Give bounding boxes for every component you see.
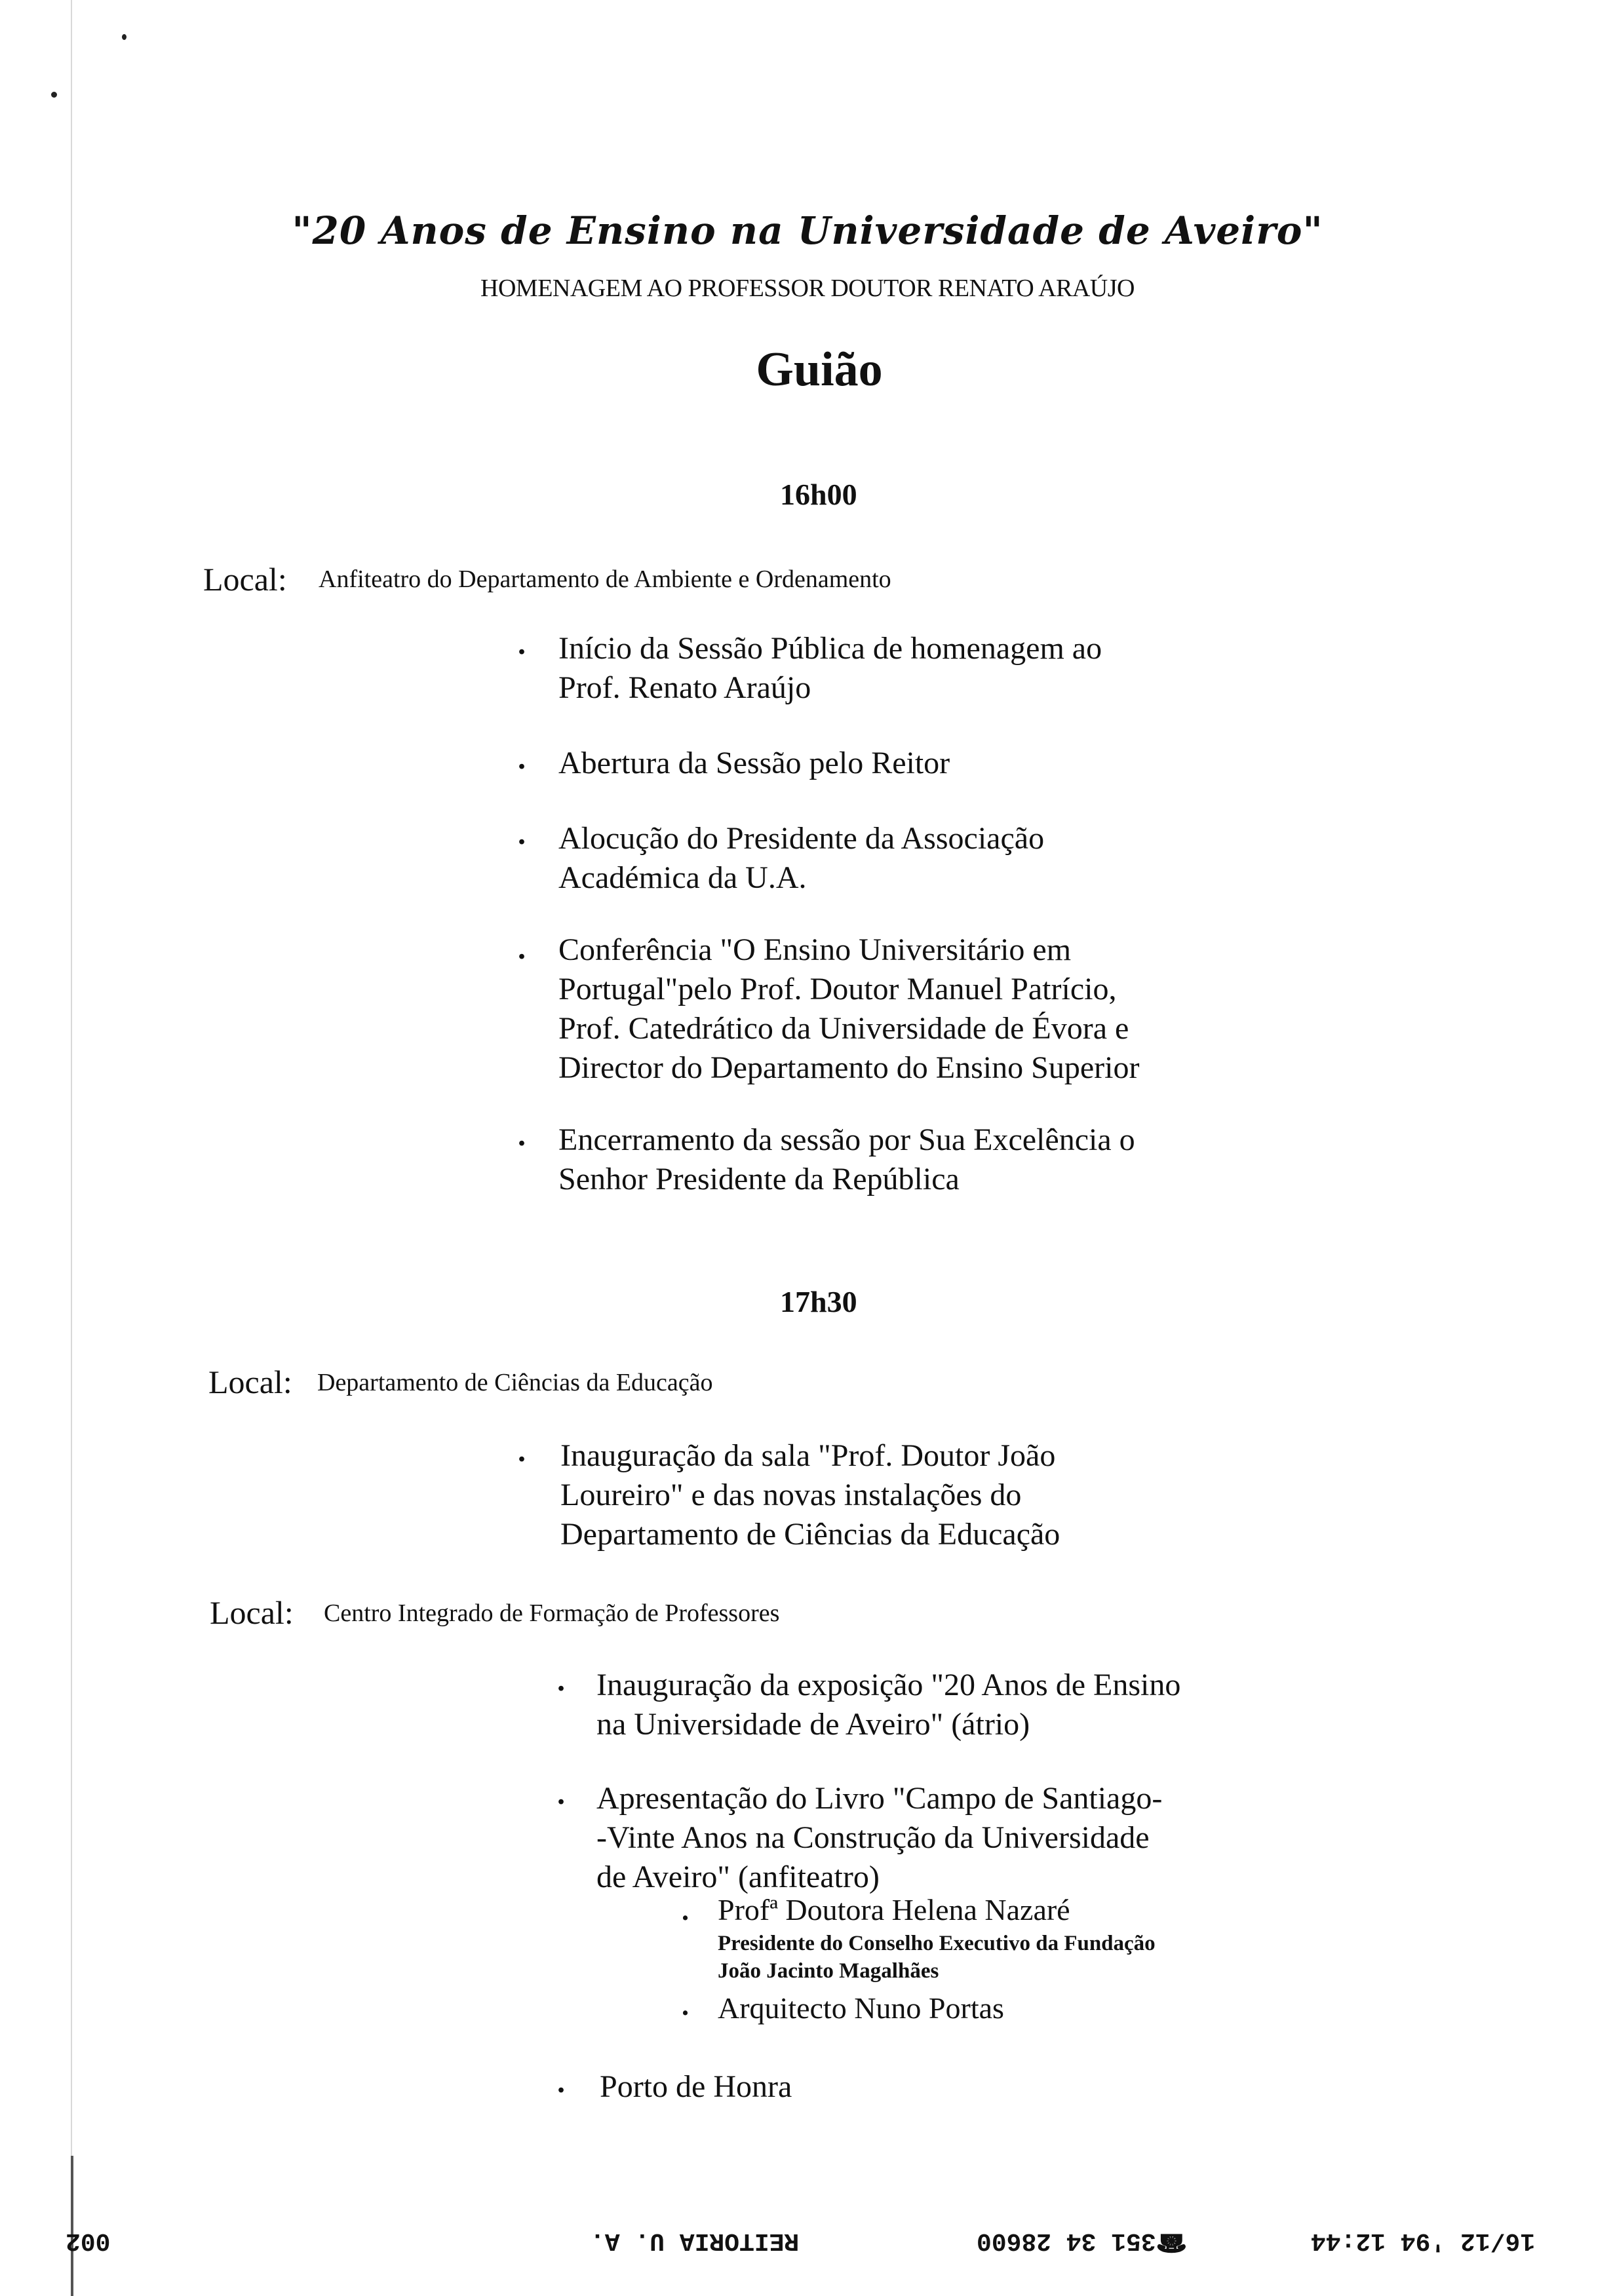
agenda-item: Início da Sessão Pública de homenagem ao Prof. Renato Araújo	[558, 631, 1102, 705]
bullet: .	[682, 1989, 689, 2021]
agenda-item: Inauguração da exposição "20 Anos de Ensino na Universidade de Aveiro" (átrio)	[596, 1668, 1181, 1742]
scan-speck	[122, 34, 126, 40]
session-time: 16h00	[780, 478, 857, 511]
bullet: .	[518, 816, 526, 851]
agenda-item: Conferência "O Ensino Universitário em Portugal"pelo Prof. Doutor Manuel Patrício, Prof. Catedrático da Universidade de Évora e Director do Departamento do Ensino Superior	[558, 932, 1140, 1085]
document-title: "20 Anos de Ensino na Universidade de Aveiro"	[292, 208, 1323, 253]
bullet: .	[518, 1434, 526, 1468]
speaker-note: Presidente do Conselho Executivo da Fundação João Jacinto Magalhães	[718, 1932, 1156, 1983]
document-heading: Guião	[756, 343, 883, 396]
agenda-item: Porto de Honra	[600, 2069, 792, 2104]
local-label: Local:	[203, 561, 287, 598]
local-value: Centro Integrado de Formação de Professores	[324, 1599, 780, 1627]
session-time: 17h30	[780, 1285, 857, 1318]
bullet: .	[518, 931, 526, 966]
scan-speck	[51, 92, 57, 98]
bullet: .	[557, 2065, 565, 2099]
agenda-item: Apresentação do Livro "Campo de Santiago- -Vinte Anos na Construção da Universidade de Aveiro" (anfiteatro)	[596, 1781, 1163, 1894]
document-subtitle: HOMENAGEM AO PROFESSOR DOUTOR RENATO ARAÚJO	[480, 275, 1135, 302]
speaker-name: Arquitecto Nuno Portas	[718, 1991, 1004, 2025]
local-value: Anfiteatro do Departamento de Ambiente e Ordenamento	[319, 565, 891, 593]
local-label: Local:	[208, 1364, 292, 1400]
agenda-item: Inauguração da sala "Prof. Doutor João Loureiro" e das novas instalações do Departamento de Ciências da Educação	[560, 1438, 1060, 1552]
bullet: .	[518, 1118, 526, 1153]
agenda-item: Encerramento da sessão por Sua Excelência o Senhor Presidente da República	[558, 1122, 1135, 1196]
fax-sender: REITORIA U. A.	[590, 2227, 800, 2255]
bullet: .	[518, 626, 526, 661]
fax-phone: ☎351 34 28600	[977, 2227, 1187, 2255]
bullet: .	[518, 741, 526, 776]
agenda-item: Alocução do Presidente da Associação Académica da U.A.	[558, 821, 1045, 895]
bullet: .	[557, 1776, 565, 1811]
speaker-name: Profª Doutora Helena Nazaré	[718, 1893, 1070, 1926]
scan-edge-mark	[71, 2156, 73, 2296]
local-value: Departamento de Ciências da Educação	[317, 1369, 713, 1396]
agenda-item: Abertura da Sessão pelo Reitor	[558, 746, 950, 780]
bullet: .	[682, 1894, 689, 1926]
fax-timestamp: 16/12 '94 12:44	[1311, 2227, 1536, 2255]
bullet: .	[557, 1663, 565, 1698]
fax-page-number: 002	[66, 2227, 111, 2255]
local-label: Local:	[210, 1594, 294, 1631]
